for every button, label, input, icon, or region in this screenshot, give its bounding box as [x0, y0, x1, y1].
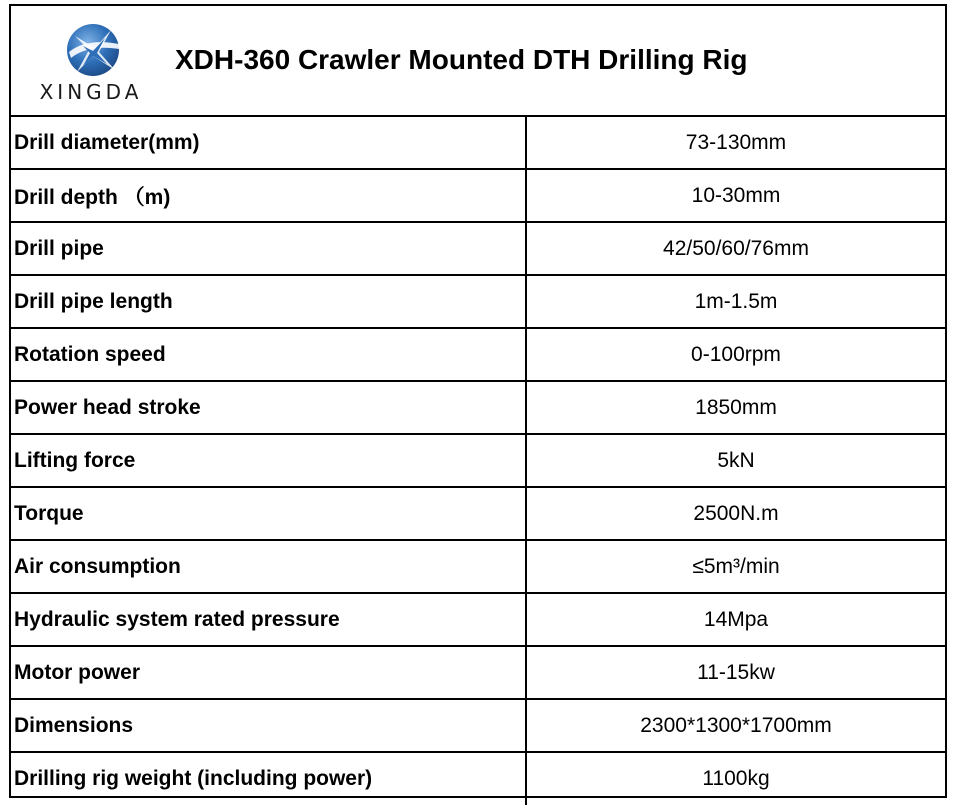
spec-value: 5kN — [717, 448, 755, 472]
spec-table — [11, 117, 945, 805]
spec-value: 10-30mm — [691, 183, 781, 207]
spec-value: 14Mpa — [703, 607, 769, 631]
spec-row — [11, 541, 945, 594]
spec-value: 2500N.m — [693, 501, 779, 525]
spec-row — [11, 594, 945, 647]
spec-value: 1m-1.5m — [694, 289, 778, 313]
spec-row — [11, 117, 945, 170]
spec-label: Lifting force — [14, 448, 136, 472]
spec-label: Air consumption — [14, 554, 181, 578]
header — [11, 6, 945, 117]
spec-row — [11, 382, 945, 435]
spec-row — [11, 700, 945, 753]
spec-label: Drill pipe length — [14, 289, 173, 313]
spec-value: 2300*1300*1700mm — [640, 713, 832, 737]
spec-row — [11, 276, 945, 329]
spec-value: 42/50/60/76mm — [663, 236, 809, 260]
spec-label: Drilling rig weight (including power) — [14, 767, 373, 790]
spec-label: Motor power — [14, 660, 140, 684]
spec-row — [11, 488, 945, 541]
spec-label: Dimensions — [14, 713, 134, 737]
logo-wordmark: XINGDA — [39, 80, 143, 104]
spec-label: Rotation speed — [14, 342, 166, 366]
spec-label: Drill pipe — [14, 236, 104, 260]
spec-row — [11, 329, 945, 382]
spec-value: 0-100rpm — [691, 342, 781, 366]
spec-value: 1850mm — [695, 395, 777, 419]
spec-value: ≤5m³/min — [692, 554, 780, 578]
spec-row — [11, 753, 945, 805]
spec-value: 1100kg — [702, 767, 770, 790]
spec-label: Hydraulic system rated pressure — [14, 607, 340, 631]
xingda-logo — [31, 18, 151, 108]
spec-row — [11, 170, 945, 223]
spec-label: Torque — [14, 501, 84, 525]
spec-label: Drill depth （m) — [14, 185, 171, 209]
spec-row — [11, 223, 945, 276]
spec-label: Drill diameter(mm) — [14, 130, 200, 154]
spec-value: 73-130mm — [685, 130, 787, 154]
spec-sheet — [9, 4, 947, 798]
spec-row — [11, 647, 945, 700]
globe-logo-icon — [65, 22, 121, 78]
page-title: XDH-360 Crawler Mounted DTH Drilling Rig — [175, 44, 748, 75]
spec-value: 11-15kw — [697, 660, 775, 684]
spec-label: Power head stroke — [14, 395, 201, 419]
spec-row — [11, 435, 945, 488]
